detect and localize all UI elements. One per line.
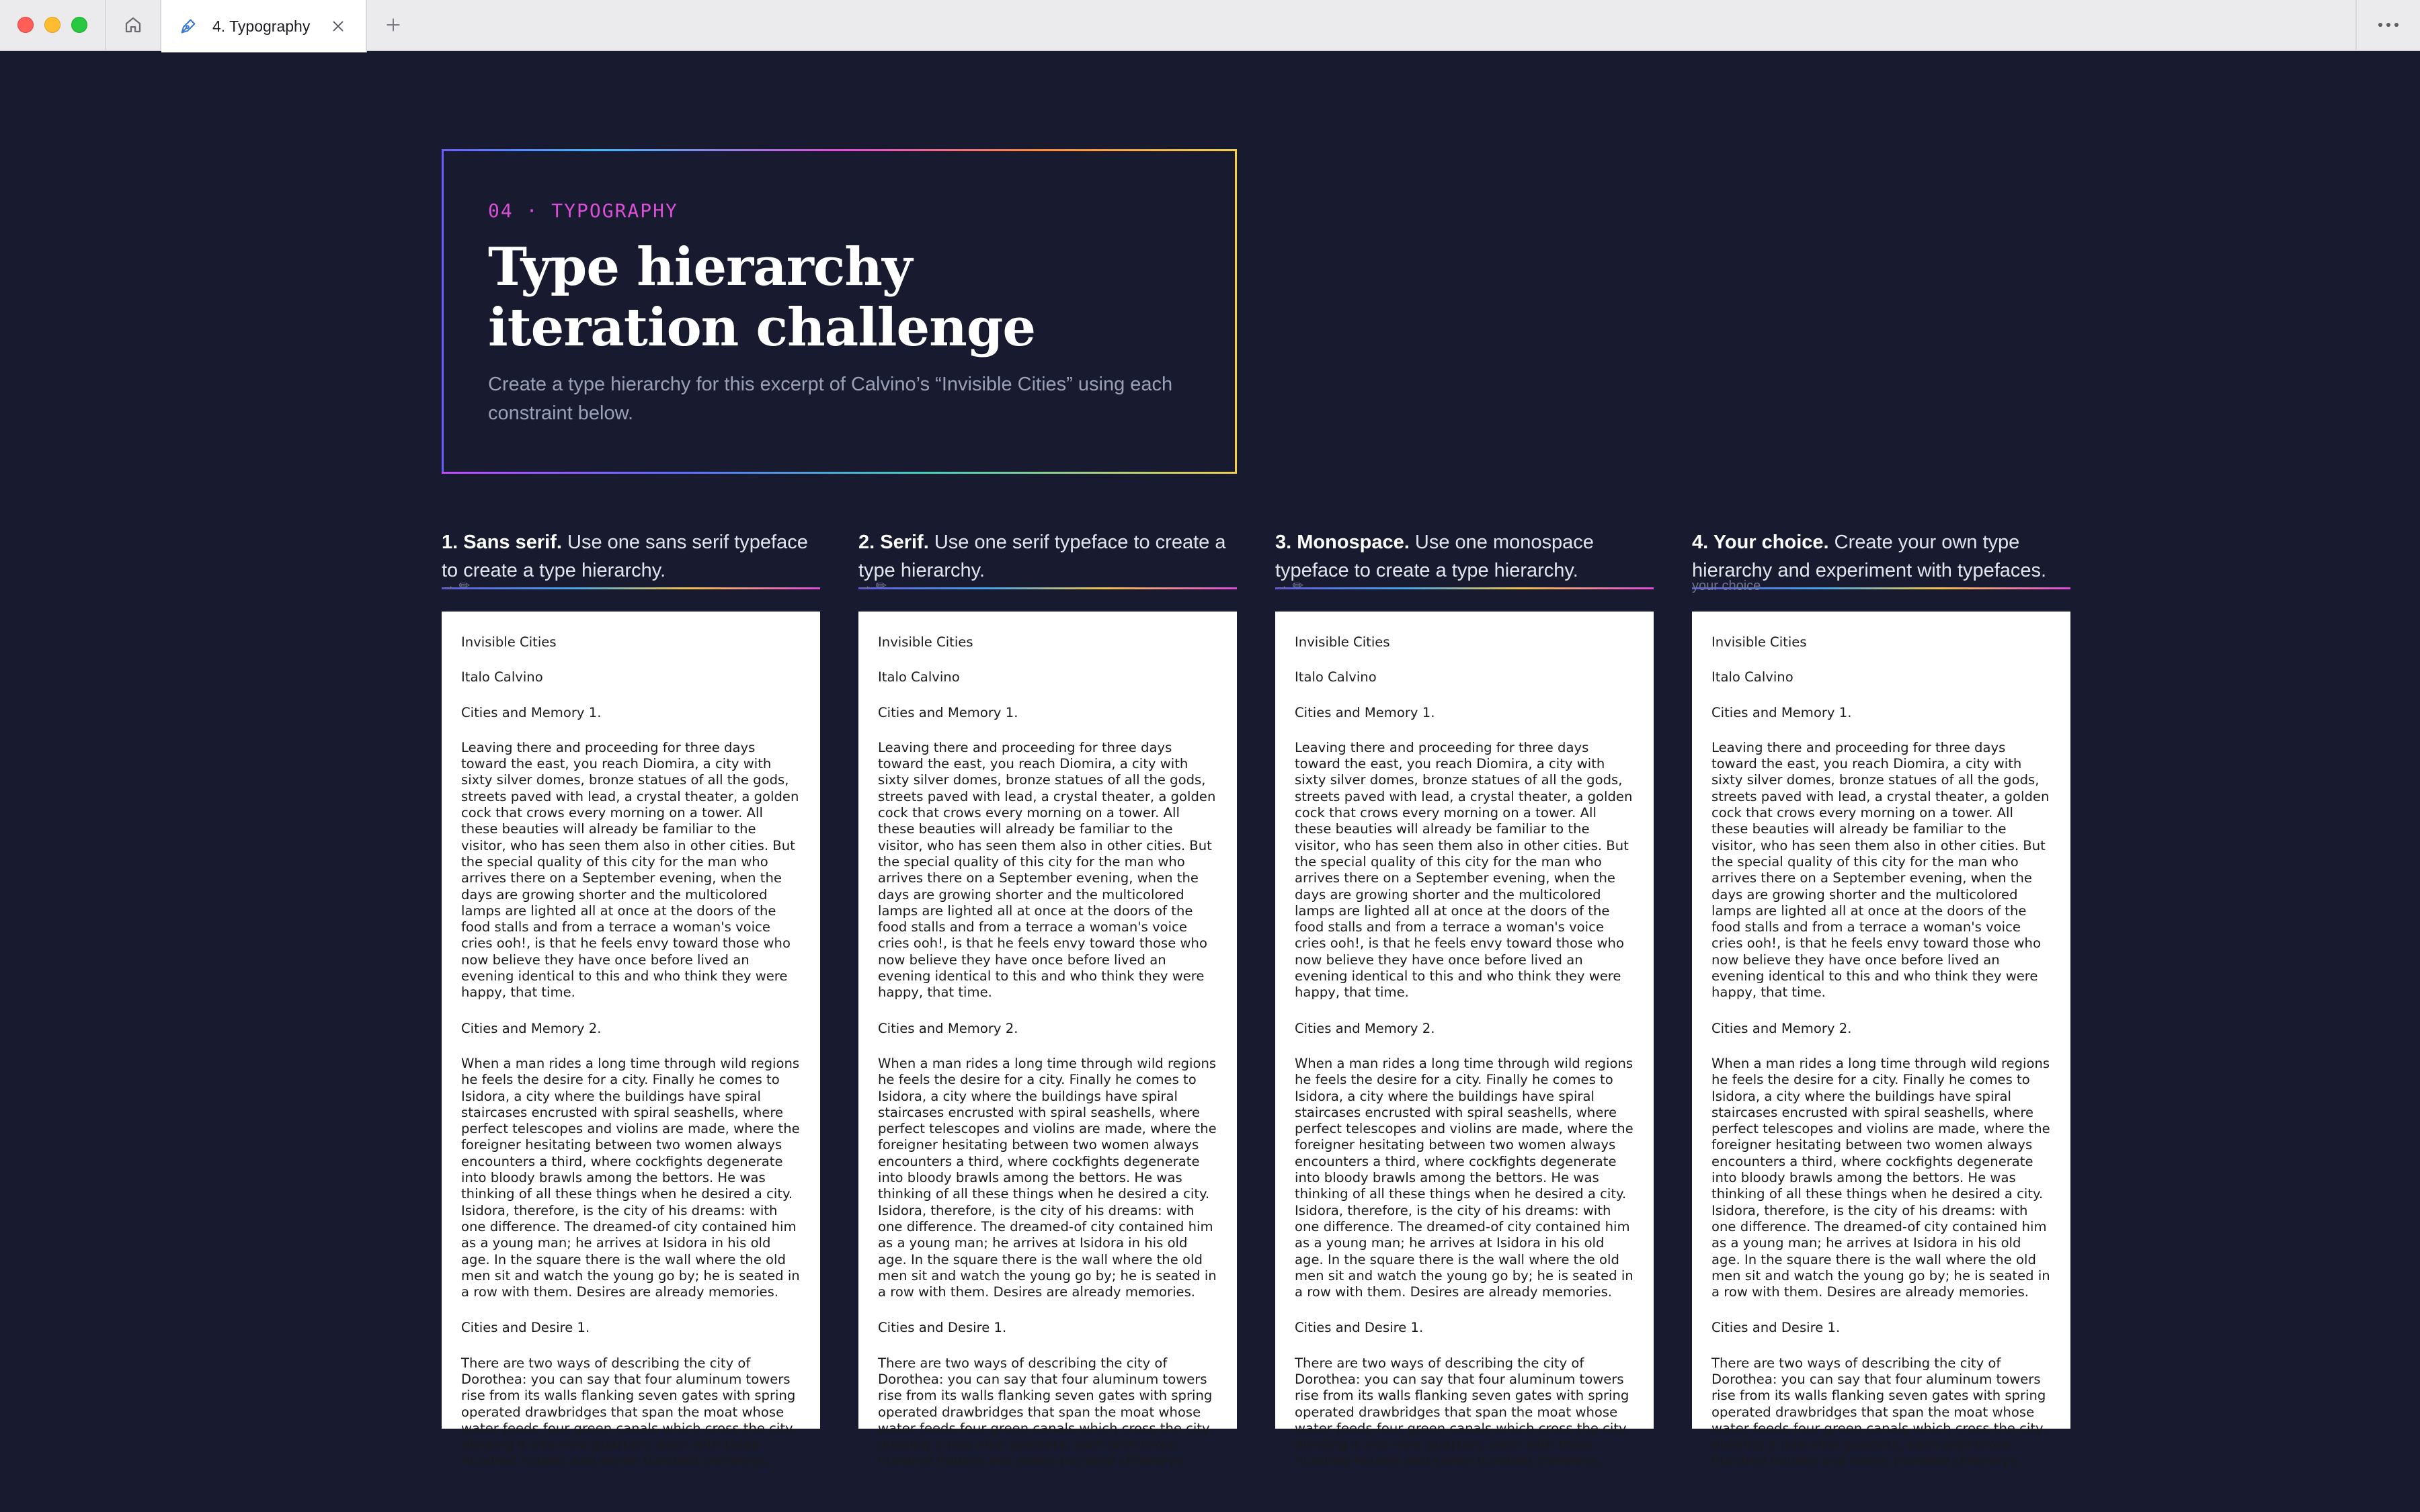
pen-nib-icon	[179, 15, 200, 37]
tab-close-button[interactable]	[328, 16, 348, 36]
column-heading	[1275, 528, 1654, 585]
page-title-line-2: iteration challenge	[488, 297, 1035, 358]
excerpt-heading-2: Cities and Memory 2.	[1711, 1020, 1852, 1036]
excerpt-body-2: When a man rides a long time through wild regions he feels the desire for a city. Finally he comes to Isidora, a city where the buildings have spiral staircases encrusted with spiral seashells, where perfect telescopes and violins are made, where the foreigner hesitating between two women always encounters a third, where cockfights degenerate into bloody brawls among the bettors. He was thinking of all these things when he desired a city. Isidora, therefore, is the city of his dreams: with one difference. The dreamed-of city contained him as a young man; he arrives at Isidora in his old age. In the square there is the wall where the old men sit and watch the young go by; he is seated in a row with them. Desires are already memories.	[1295, 1055, 1634, 1300]
column-heading	[442, 528, 820, 585]
column-description: Create your own type hierarchy and experiment with typefaces.	[1692, 532, 2047, 581]
close-window-button[interactable]	[17, 17, 34, 33]
constraint-column-choice	[1692, 528, 2070, 1469]
column-rule	[1692, 579, 2070, 594]
excerpt-heading-2: Cities and Memory 2.	[461, 1020, 602, 1036]
excerpt-heading-3: Cities and Desire 1.	[1295, 1320, 1424, 1336]
excerpt-heading-3: Cities and Desire 1.	[878, 1320, 1007, 1336]
excerpt-heading-1: Cities and Memory 1.	[878, 704, 1018, 720]
excerpt-heading-2: Cities and Memory 2.	[1295, 1020, 1435, 1036]
excerpt-heading-3: Cities and Desire 1.	[1711, 1320, 1841, 1336]
gradient-divider	[442, 587, 820, 589]
constraint-column-serif	[858, 528, 1237, 1469]
column-number-label: 3. Monospace.	[1275, 532, 1410, 553]
excerpt-heading-1: Cities and Memory 1.	[1711, 704, 1852, 720]
excerpt-body-2: When a man rides a long time through wild regions he feels the desire for a city. Finally he comes to Isidora, a city where the buildings have spiral staircases encrusted with spiral seashells, where perfect telescopes and violins are made, where the foreigner hesitating between two women always encounters a third, where cockfights degenerate into bloody brawls among the bettors. He was thinking of all these things when he desired a city. Isidora, therefore, is the city of his dreams: with one difference. The dreamed-of city contained him as a young man; he arrives at Isidora in his old age. In the square there is the wall where the old men sit and watch the young go by; he is seated in a row with them. Desires are already memories.	[1711, 1055, 2050, 1300]
excerpt-card[interactable]	[1275, 612, 1654, 1469]
column-heading	[1692, 528, 2070, 585]
window-controls	[0, 0, 106, 50]
column-meta[interactable]: → ✏	[442, 579, 471, 593]
column-meta[interactable]: your choice	[1692, 579, 1761, 593]
excerpt-body-3: There are two ways of describing the city of Dorothea: you can say that four aluminum towers rise from its walls flanking seven gates with spring operated drawbridges that span the moat whose water feeds four green canals which cross the city, dividing it into nine quarters, each with three hundred houses and seven hundred chimneys.	[461, 1355, 797, 1469]
excerpt-card[interactable]	[442, 612, 820, 1469]
column-description: Use one monospace typeface to create a type hierarchy.	[1275, 532, 1594, 581]
home-icon	[123, 15, 143, 35]
excerpt-author: Italo Calvino	[878, 669, 960, 685]
tab-label: 4. Typography	[212, 17, 311, 35]
excerpt-card[interactable]	[1692, 612, 2070, 1469]
excerpt-author: Italo Calvino	[1711, 669, 1793, 685]
home-button[interactable]	[106, 0, 161, 50]
page-title-line-1: Type hierarchy	[488, 237, 912, 298]
excerpt-body-1: Leaving there and proceeding for three days toward the east, you reach Diomira, a city with sixty silver domes, bronze statues of all the gods, streets paved with lead, a crystal theater, a golden cock that crows every morning on a tower. All these beauties will already be familiar to the visitor, who has seen them also in other cities. But the special quality of this city for the man who arrives there on a September evening, when the days are growing shorter and the multicolored lamps are lighted all at once at the doors of the food stalls and from a terrace a woman's voice cries ooh!, is that he feels envy toward those who now believe they have once before lived an evening identical to this and who think they were happy, that time.	[461, 739, 799, 1001]
excerpt-heading-3: Cities and Desire 1.	[461, 1320, 590, 1336]
excerpt-title: Invisible Cities	[461, 634, 557, 650]
excerpt-card[interactable]	[858, 612, 1237, 1469]
column-number-label: 1. Sans serif.	[442, 532, 562, 553]
column-meta[interactable]: → ✏	[858, 579, 887, 593]
gradient-divider	[858, 587, 1237, 589]
plus-icon	[385, 16, 402, 34]
excerpt-body-1: Leaving there and proceeding for three days toward the east, you reach Diomira, a city with sixty silver domes, bronze statues of all the gods, streets paved with lead, a crystal theater, a golden cock that crows every morning on a tower. All these beauties will already be familiar to the visitor, who has seen them also in other cities. But the special quality of this city for the man who arrives there on a September evening, when the days are growing shorter and the multicolored lamps are lighted all at once at the doors of the food stalls and from a terrace a woman's voice cries ooh!, is that he feels envy toward those who now believe they have once before lived an evening identical to this and who think they were happy, that time.	[878, 739, 1216, 1001]
column-description: Use one sans serif typeface to create a type hierarchy.	[442, 532, 808, 581]
excerpt-title: Invisible Cities	[1295, 634, 1390, 650]
column-rule	[1275, 579, 1654, 594]
column-description: Use one serif typeface to create a type hierarchy.	[858, 532, 1226, 581]
close-icon	[331, 19, 346, 34]
excerpt-body-3: There are two ways of describing the city of Dorothea: you can say that four aluminum towers rise from its walls flanking seven gates with spring operated drawbridges that span the moat whose water feeds four green canals which cross the city, dividing it into nine quarters, each with three hundred houses and seven hundred chimneys.	[1711, 1355, 2048, 1469]
column-meta[interactable]: → ✏	[1275, 579, 1304, 593]
header-card	[442, 149, 1237, 474]
window-titlebar	[0, 0, 2420, 51]
excerpt-body-1: Leaving there and proceeding for three days toward the east, you reach Diomira, a city with sixty silver domes, bronze statues of all the gods, streets paved with lead, a crystal theater, a golden cock that crows every morning on a tower. All these beauties will already be familiar to the visitor, who has seen them also in other cities. But the special quality of this city for the man who arrives there on a September evening, when the days are growing shorter and the multicolored lamps are lighted all at once at the doors of the food stalls and from a terrace a woman's voice cries ooh!, is that he feels envy toward those who now believe they have once before lived an evening identical to this and who think they were happy, that time.	[1711, 739, 2050, 1001]
column-rule	[858, 579, 1237, 594]
excerpt-body-3: There are two ways of describing the city of Dorothea: you can say that four aluminum towers rise from its walls flanking seven gates with spring operated drawbridges that span the moat whose water feeds four green canals which cross the city, dividing it into nine quarters, each with three hundred houses and seven hundred chimneys.	[878, 1355, 1214, 1469]
excerpt-title: Invisible Cities	[878, 634, 973, 650]
excerpt-heading-1: Cities and Memory 1.	[461, 704, 602, 720]
excerpt-body-2: When a man rides a long time through wild regions he feels the desire for a city. Finally he comes to Isidora, a city where the buildings have spiral staircases encrusted with spiral seashells, where perfect telescopes and violins are made, where the foreigner hesitating between two women always encounters a third, where cockfights degenerate into bloody brawls among the bettors. He was thinking of all these things when he desired a city. Isidora, therefore, is the city of his dreams: with one difference. The dreamed-of city contained him as a young man; he arrives at Isidora in his old age. In the square there is the wall where the old men sit and watch the young go by; he is seated in a row with them. Desires are already memories.	[878, 1055, 1217, 1300]
column-number-label: 4. Your choice.	[1692, 532, 1829, 553]
column-number-label: 2. Serif.	[858, 532, 929, 553]
constraint-column-sans	[442, 528, 820, 1469]
ellipsis-icon	[2377, 22, 2400, 28]
page-subtitle: Create a type hierarchy for this excerpt of Calvino’s “Invisible Cities” using each constraint below.	[488, 374, 1173, 424]
tab-typography[interactable]	[161, 0, 367, 52]
column-heading	[858, 528, 1237, 585]
zoom-window-button[interactable]	[71, 17, 87, 33]
minimize-window-button[interactable]	[44, 17, 61, 33]
excerpt-body-2: When a man rides a long time through wild regions he feels the desire for a city. Finally he comes to Isidora, a city where the buildings have spiral staircases encrusted with spiral seashells, where perfect telescopes and violins are made, where the foreigner hesitating between two women always encounters a third, where cockfights degenerate into bloody brawls among the bettors. He was thinking of all these things when he desired a city. Isidora, therefore, is the city of his dreams: with one difference. The dreamed-of city contained him as a young man; he arrives at Isidora in his old age. In the square there is the wall where the old men sit and watch the young go by; he is seated in a row with them. Desires are already memories.	[461, 1055, 800, 1300]
excerpt-author: Italo Calvino	[461, 669, 543, 685]
constraint-column-mono	[1275, 528, 1654, 1469]
excerpt-author: Italo Calvino	[1295, 669, 1377, 685]
page-title	[488, 237, 1160, 358]
excerpt-heading-2: Cities and Memory 2.	[878, 1020, 1018, 1036]
section-eyebrow: 04 · TYPOGRAPHY	[488, 200, 678, 222]
gradient-divider	[1275, 587, 1654, 589]
excerpt-title: Invisible Cities	[1711, 634, 1807, 650]
column-rule	[442, 579, 820, 594]
excerpt-heading-1: Cities and Memory 1.	[1295, 704, 1435, 720]
excerpt-body-1: Leaving there and proceeding for three days toward the east, you reach Diomira, a city with sixty silver domes, bronze statues of all the gods, streets paved with lead, a crystal theater, a golden cock that crows every morning on a tower. All these beauties will already be familiar to the visitor, who has seen them also in other cities. But the special quality of this city for the man who arrives there on a September evening, when the days are growing shorter and the multicolored lamps are lighted all at once at the doors of the food stalls and from a terrace a woman's voice cries ooh!, is that he feels envy toward those who now believe they have once before lived an evening identical to this and who think they were happy, that time.	[1295, 739, 1633, 1001]
titlebar-spacer	[419, 0, 2355, 50]
new-tab-button[interactable]	[367, 0, 419, 50]
more-options-button[interactable]	[2355, 0, 2420, 50]
excerpt-body-3: There are two ways of describing the city of Dorothea: you can say that four aluminum towers rise from its walls flanking seven gates with spring operated drawbridges that span the moat whose water feeds four green canals which cross the city, dividing it into nine quarters, each with three hundred houses and seven hundred chimneys.	[1295, 1355, 1631, 1469]
